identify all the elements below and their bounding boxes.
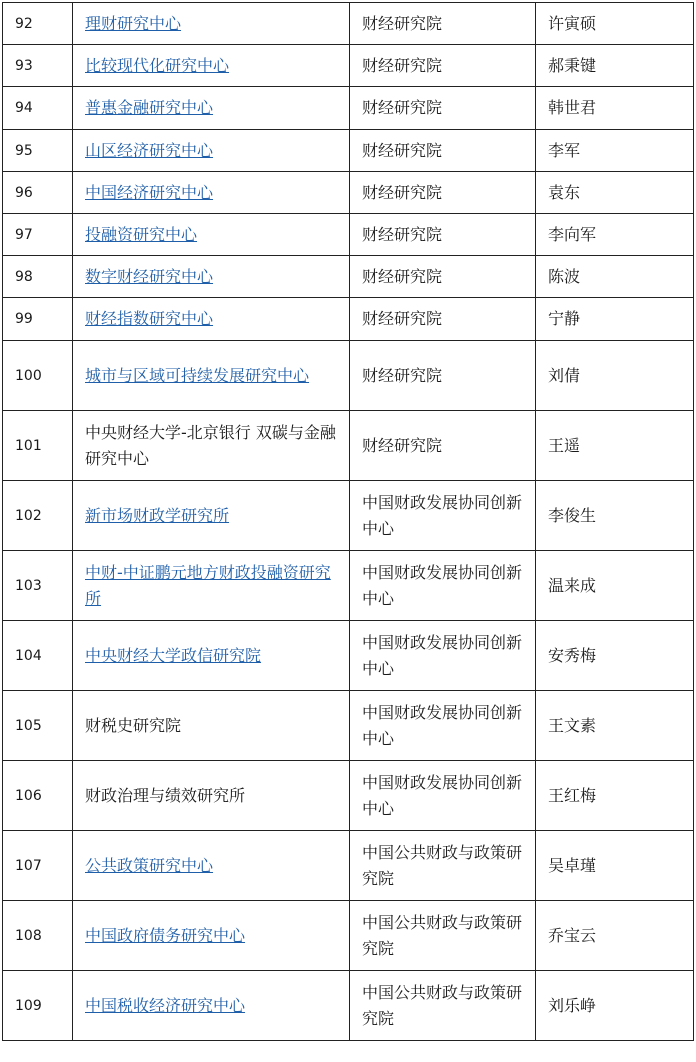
row-number: 101 xyxy=(3,411,73,481)
institute-name-link[interactable]: 中国税收经济研究中心 xyxy=(85,995,246,1015)
institute-name-link[interactable]: 理财研究中心 xyxy=(85,13,182,33)
row-number: 92 xyxy=(3,3,73,45)
row-number: 109 xyxy=(3,971,73,1041)
row-number: 93 xyxy=(3,45,73,87)
person-name: 王文素 xyxy=(536,691,694,761)
table-row xyxy=(3,130,694,172)
person-name: 吴卓瑾 xyxy=(536,831,694,901)
person-name: 郝秉键 xyxy=(536,45,694,87)
parent-unit: 中国财政发展协同创新中心 xyxy=(350,761,536,831)
institutes-table xyxy=(2,2,694,1041)
table-body xyxy=(3,3,694,1041)
row-number: 94 xyxy=(3,87,73,130)
row-number: 96 xyxy=(3,172,73,214)
person-name: 李俊生 xyxy=(536,481,694,551)
person-name: 李向军 xyxy=(536,214,694,256)
row-number: 105 xyxy=(3,691,73,761)
institute-name-cell xyxy=(73,87,350,130)
table-row xyxy=(3,621,694,691)
row-number: 98 xyxy=(3,256,73,298)
person-name: 许寅硕 xyxy=(536,3,694,45)
parent-unit: 财经研究院 xyxy=(350,45,536,87)
parent-unit: 财经研究院 xyxy=(350,411,536,481)
institute-name-cell xyxy=(73,831,350,901)
person-name: 刘乐峥 xyxy=(536,971,694,1041)
institute-name-link[interactable]: 财经指数研究中心 xyxy=(85,309,214,328)
row-number: 103 xyxy=(3,551,73,621)
institute-name-cell xyxy=(73,341,350,411)
table-row xyxy=(3,214,694,256)
parent-unit: 财经研究院 xyxy=(350,214,536,256)
row-number: 106 xyxy=(3,761,73,831)
parent-unit: 财经研究院 xyxy=(350,298,536,341)
person-name: 刘倩 xyxy=(536,341,694,411)
institute-name-cell xyxy=(73,411,350,481)
institute-name-cell xyxy=(73,298,350,341)
institute-name-cell xyxy=(73,971,350,1041)
institute-name-link[interactable]: 投融资研究中心 xyxy=(85,224,198,244)
parent-unit: 中国公共财政与政策研究院 xyxy=(350,831,536,901)
parent-unit: 财经研究院 xyxy=(350,172,536,214)
institute-name-link[interactable]: 数字财经研究中心 xyxy=(85,266,214,286)
table-row xyxy=(3,87,694,130)
table-row xyxy=(3,341,694,411)
institute-name-link[interactable]: 普惠金融研究中心 xyxy=(85,98,214,117)
institute-name-cell xyxy=(73,45,350,87)
person-name: 宁静 xyxy=(536,298,694,341)
institute-name-link[interactable]: 比较现代化研究中心 xyxy=(85,55,230,75)
institute-name: 中央财经大学-北京银行 双碳与金融研究中心 xyxy=(85,422,336,468)
institute-name-cell xyxy=(73,214,350,256)
institute-name-link[interactable]: 中国政府债务研究中心 xyxy=(85,925,246,945)
parent-unit: 财经研究院 xyxy=(350,87,536,130)
row-number: 97 xyxy=(3,214,73,256)
table-row xyxy=(3,172,694,214)
institute-name-link[interactable]: 城市与区域可持续发展研究中心 xyxy=(85,365,310,385)
institute-name-cell xyxy=(73,172,350,214)
row-number: 99 xyxy=(3,298,73,341)
parent-unit: 中国财政发展协同创新中心 xyxy=(350,621,536,691)
institute-name-cell xyxy=(73,256,350,298)
table-row xyxy=(3,761,694,831)
person-name: 温来成 xyxy=(536,551,694,621)
table-row xyxy=(3,551,694,621)
parent-unit: 财经研究院 xyxy=(350,256,536,298)
person-name: 陈波 xyxy=(536,256,694,298)
row-number: 104 xyxy=(3,621,73,691)
institute-name-link[interactable]: 中国经济研究中心 xyxy=(85,182,214,202)
row-number: 107 xyxy=(3,831,73,901)
table-row xyxy=(3,3,694,45)
table-row xyxy=(3,298,694,341)
table-row xyxy=(3,481,694,551)
institute-name-cell xyxy=(73,761,350,831)
parent-unit: 财经研究院 xyxy=(350,341,536,411)
person-name: 王遥 xyxy=(536,411,694,481)
table-row xyxy=(3,691,694,761)
table-row xyxy=(3,971,694,1041)
institute-name-cell xyxy=(73,481,350,551)
institute-name-cell xyxy=(73,551,350,621)
institute-name-link[interactable]: 山区经济研究中心 xyxy=(85,140,214,160)
parent-unit: 财经研究院 xyxy=(350,3,536,45)
row-number: 95 xyxy=(3,130,73,172)
institute-name-cell xyxy=(73,130,350,172)
table-row xyxy=(3,256,694,298)
person-name: 安秀梅 xyxy=(536,621,694,691)
institute-name-cell xyxy=(73,901,350,971)
person-name: 乔宝云 xyxy=(536,901,694,971)
person-name: 袁东 xyxy=(536,172,694,214)
table-row xyxy=(3,411,694,481)
parent-unit: 中国财政发展协同创新中心 xyxy=(350,691,536,761)
person-name: 王红梅 xyxy=(536,761,694,831)
person-name: 韩世君 xyxy=(536,87,694,130)
institute-name: 财政治理与绩效研究所 xyxy=(85,785,246,805)
table-row xyxy=(3,45,694,87)
parent-unit: 中国财政发展协同创新中心 xyxy=(350,481,536,551)
parent-unit: 财经研究院 xyxy=(350,130,536,172)
institute-name-link[interactable]: 中央财经大学政信研究院 xyxy=(85,645,262,665)
institute-name-cell xyxy=(73,621,350,691)
institute-name-cell xyxy=(73,3,350,45)
institute-name-link[interactable]: 新市场财政学研究所 xyxy=(85,505,230,525)
table-row xyxy=(3,901,694,971)
institute-name-link[interactable]: 中财-中证鹏元地方财政投融资研究所 xyxy=(85,562,331,608)
institute-name-cell xyxy=(73,691,350,761)
parent-unit: 中国公共财政与政策研究院 xyxy=(350,971,536,1041)
parent-unit: 中国公共财政与政策研究院 xyxy=(350,901,536,971)
row-number: 108 xyxy=(3,901,73,971)
parent-unit: 中国财政发展协同创新中心 xyxy=(350,551,536,621)
row-number: 102 xyxy=(3,481,73,551)
person-name: 李军 xyxy=(536,130,694,172)
institute-name-link[interactable]: 公共政策研究中心 xyxy=(85,855,214,875)
row-number: 100 xyxy=(3,341,73,411)
table-row xyxy=(3,831,694,901)
institute-name: 财税史研究院 xyxy=(85,715,182,735)
